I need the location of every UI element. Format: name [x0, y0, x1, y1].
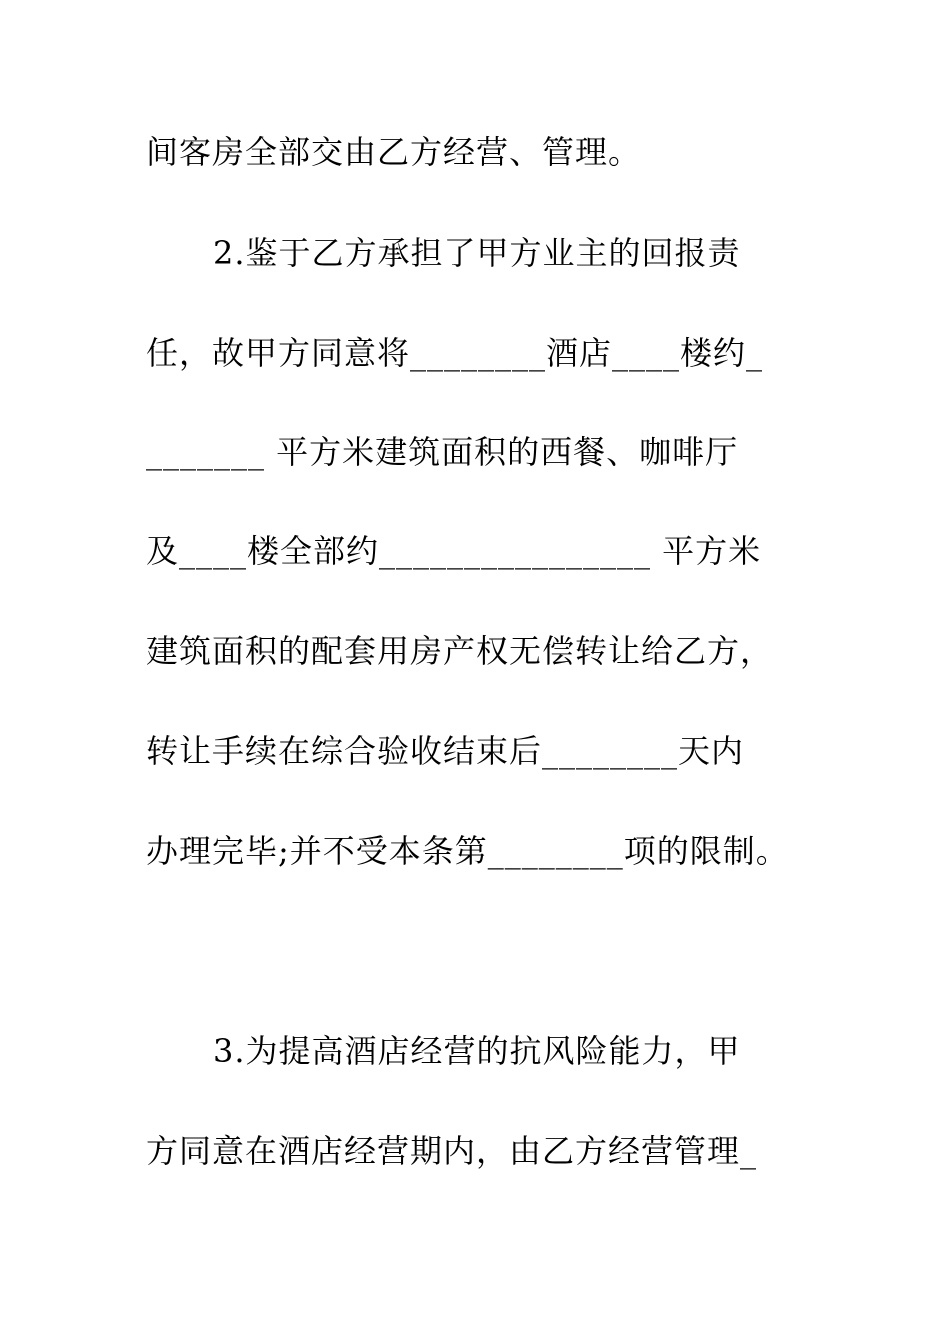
text-line-1: 间客房全部交由乙方经营、管理。: [146, 133, 642, 171]
text-line-8: 办理完毕;并不受本条第________项的限制。: [146, 832, 789, 870]
text-line-4: _______ 平方米建筑面积的西餐、咖啡厅: [146, 433, 739, 471]
text-line-2: 2.鉴于乙方承担了甲方业主的回报责: [213, 234, 741, 272]
text-line-10: 方同意在酒店经营期内，由乙方经营管理_: [146, 1132, 758, 1170]
text-line-7: 转让手续在综合验收结束后________天内: [146, 732, 745, 770]
text-line-3: 任，故甲方同意将________酒店____楼约_: [146, 334, 764, 372]
text-line-6: 建筑面积的配套用房产权无偿转让给乙方，: [146, 632, 774, 670]
text-line-5: 及____楼全部约________________ 平方米: [146, 532, 762, 570]
text-line-9: 3.为提高酒店经营的抗风险能力，甲: [213, 1032, 741, 1070]
